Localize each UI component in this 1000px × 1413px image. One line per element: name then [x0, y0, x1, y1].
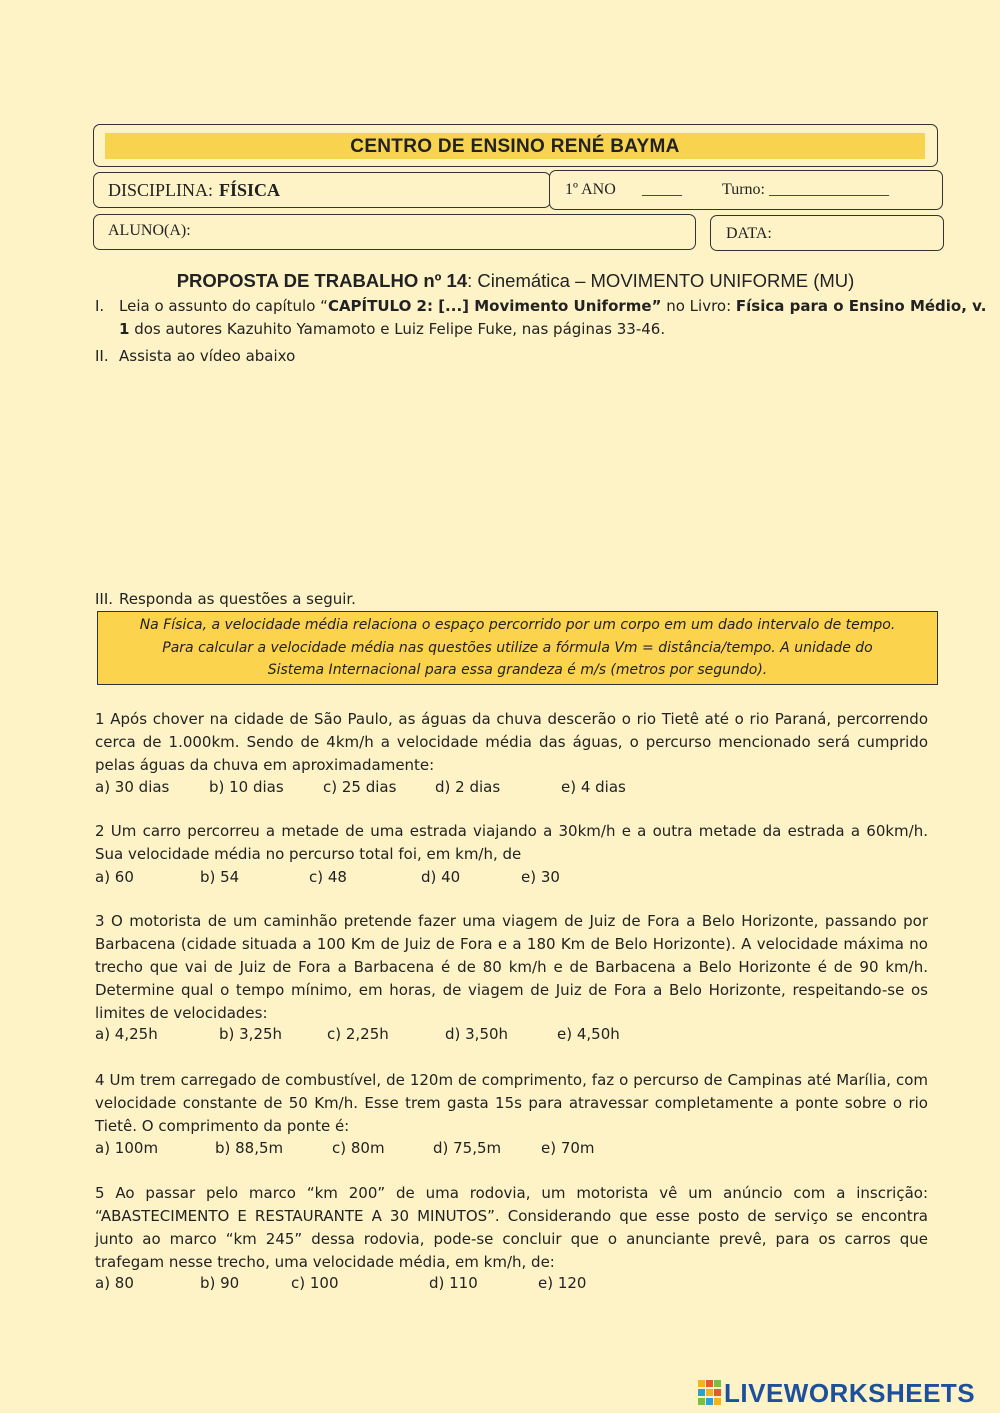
ano-label: 1º ANO	[565, 181, 616, 198]
title-rest: : Cinemática – MOVIMENTO UNIFORME (MU)	[467, 270, 855, 291]
option-d[interactable]: d) 75,5m	[433, 1139, 502, 1157]
option-a[interactable]: a) 30 dias	[95, 778, 170, 796]
option-c[interactable]: c) 25 dias	[323, 778, 397, 796]
option-c[interactable]: c) 2,25h	[327, 1025, 389, 1043]
question-5-options	[95, 1272, 928, 1295]
option-b[interactable]: b) 90	[200, 1274, 240, 1292]
question-4-text: 4 Um trem carregado de combustível, de 120m de comprimento, faz o percurso de Campinas até Marília, com velocidade constante de 50 Km/h. Esse trem gasta 15s para atravessar completamente a ponte sobre o rio Tietê. O comprimento da ponte é:	[95, 1071, 928, 1135]
school-name: CENTRO DE ENSINO RENÉ BAYMA	[350, 136, 680, 157]
note-text: Na Física, a velocidade média relaciona o espaço percorrido por um corpo em um dado intervalo de tempo. Para calcular a velocidade média nas questões utilize a fórmula Vm = distância/tempo. A unidade do Sistema Internacional para essa grandeza é m/s (metros por segundo).	[139, 617, 896, 678]
discipline-value: FÍSICA	[219, 180, 281, 200]
option-e[interactable]: e) 4 dias	[561, 778, 626, 796]
option-c[interactable]: c) 80m	[332, 1139, 385, 1157]
option-a[interactable]: a) 100m	[95, 1139, 159, 1157]
date-field	[710, 215, 944, 251]
video-placeholder[interactable]	[95, 372, 935, 572]
turno-label: Turno: _______________	[722, 181, 889, 198]
ano-blank: _____	[642, 181, 682, 198]
instruction-text: Assista ao vídeo abaixo	[119, 347, 296, 365]
option-b[interactable]: b) 54	[200, 868, 240, 886]
option-e[interactable]: e) 70m	[541, 1139, 595, 1157]
discipline-field	[93, 172, 551, 208]
option-d[interactable]: d) 3,50h	[445, 1025, 509, 1043]
option-a[interactable]: a) 60	[95, 868, 134, 886]
instruction-text: Responda as questões a seguir.	[119, 590, 356, 608]
option-b[interactable]: b) 88,5m	[215, 1139, 284, 1157]
student-name-field	[93, 214, 696, 250]
page-title	[93, 268, 938, 294]
option-c[interactable]: c) 100	[291, 1274, 339, 1292]
question-5-text: 5 Ao passar pelo marco “km 200” de uma rodovia, um motorista vê um anúncio com a inscrição: “ABASTECIMENTO E RESTAURANTE A 30 MINUTOS”. Considerando que esse posto de serviço se encontra junto ao marco “km 245” dessa rodovia, pode-se concluir que o anunciante prevê, para os carros que trafegam nesse trecho, uma velocidade média, em km/h, de:	[95, 1184, 928, 1271]
instruction-num: I.	[95, 297, 105, 315]
instruction-3	[95, 588, 945, 611]
option-a[interactable]: a) 80	[95, 1274, 134, 1292]
aluno-label: ALUNO(A):	[108, 222, 191, 239]
instruction-2	[95, 345, 945, 368]
grade-field	[549, 170, 943, 210]
option-d[interactable]: d) 40	[421, 868, 461, 886]
option-a[interactable]: a) 4,25h	[95, 1025, 158, 1043]
option-d[interactable]: d) 110	[429, 1274, 478, 1292]
question-3-text: 3 O motorista de um caminhão pretende fazer uma viagem de Juiz de Fora a Belo Horizonte, passando por Barbacena (cidade situada a 100 Km de Juiz de Fora e a 180 Km de Belo Horizonte). A velocidade máxima no trecho que vai de Juiz de Fora a Barbacena é de 80 km/h e de Barbacena a Belo Horizonte é de 90 km/h. Determine qual o tempo mínimo, em horas, de viagem de Juiz de Fora a Belo Horizonte, respeitando-se os limites de velocidades:	[95, 912, 928, 1022]
option-b[interactable]: b) 10 dias	[209, 778, 284, 796]
question-4-options	[95, 1137, 928, 1160]
question-2-text: 2 Um carro percorreu a metade de uma estrada viajando a 30km/h e a outra metade da estrada a 60km/h. Sua velocidade média no percurso total foi, em km/h, de	[95, 822, 928, 863]
instruction-num: II.	[95, 347, 109, 365]
liveworksheets-watermark	[698, 1378, 993, 1408]
liveworksheets-logo-icon	[698, 1380, 722, 1406]
data-label: DATA:	[726, 225, 772, 242]
question-1-text: 1 Após chover na cidade de São Paulo, as águas da chuva descerão o rio Tietê até o rio Paraná, percorrendo cerca de 1.000km. Sendo de 4km/h a velocidade média das águas, o percurso mencionado será cumprido pelas águas da chuva em aproximadamente:	[95, 710, 928, 774]
question-2-options	[95, 866, 928, 889]
option-b[interactable]: b) 3,25h	[219, 1025, 283, 1043]
option-e[interactable]: e) 120	[538, 1274, 587, 1292]
option-c[interactable]: c) 48	[309, 868, 347, 886]
option-e[interactable]: e) 30	[521, 868, 560, 886]
question-1-options	[95, 776, 928, 799]
question-3-options	[95, 1023, 928, 1046]
discipline-label: DISCIPLINA:	[108, 180, 214, 200]
option-d[interactable]: d) 2 dias	[435, 778, 501, 796]
liveworksheets-text: LIVEWORKSHEETS	[724, 1378, 976, 1408]
instruction-1: I. Leia o assunto do capítulo “CAPÍTULO 2: [...] Movimento Uniforme” no Livro: Física para o Ensino Médio, v. 1 dos autores Kazuhito Yamamoto e Luiz Felipe Fuke, nas páginas 33-46.	[95, 297, 987, 338]
title-prefix: PROPOSTA DE TRABALHO nº 14	[176, 270, 468, 291]
option-e[interactable]: e) 4,50h	[557, 1025, 620, 1043]
instruction-num: III.	[95, 590, 114, 608]
